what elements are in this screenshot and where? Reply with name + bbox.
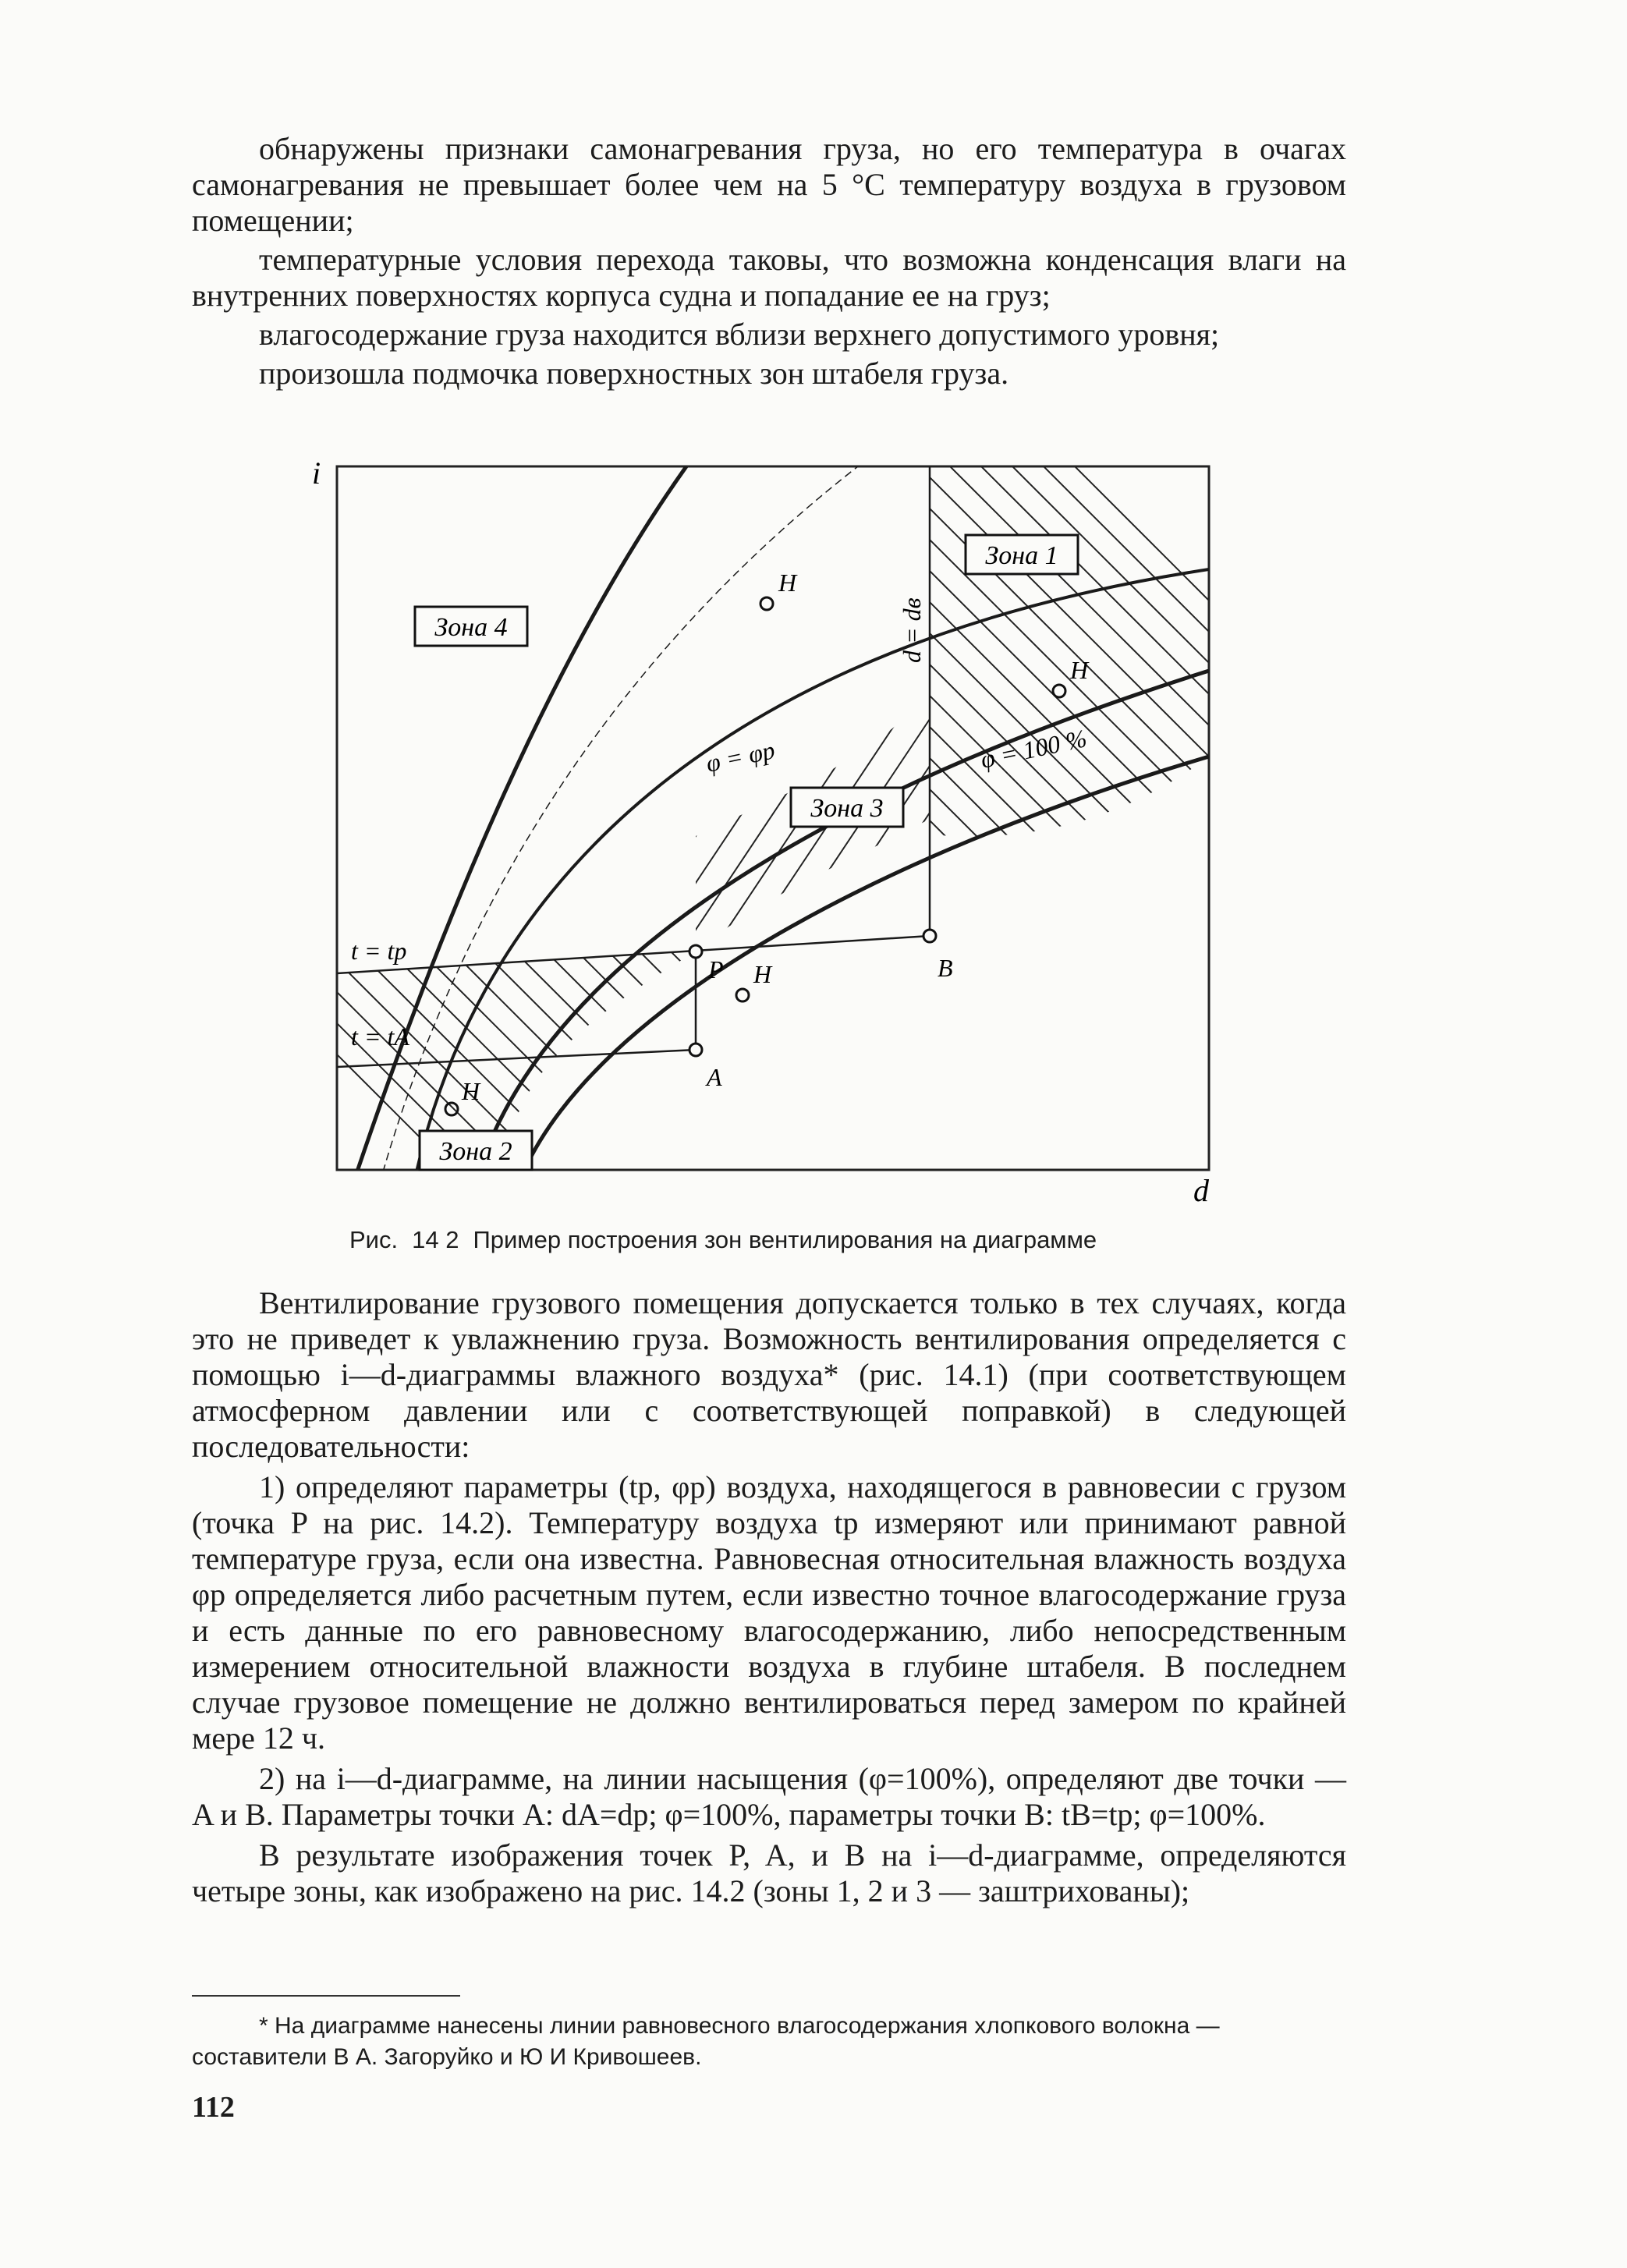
point-p-marker — [689, 945, 702, 958]
point-h-label: H — [1070, 656, 1089, 684]
paragraph-zones-result: В результате изображения точек P, A, и B на i—d-диаграмме, определяются четыре зоны, как изображено на рис. 14.2 (зоны 1, 2 и 3 — заштрихованы); — [192, 1837, 1346, 1908]
point-p-label: P — [708, 955, 724, 983]
point-b-label: B — [938, 954, 953, 982]
zone2-label: Зона 2 — [439, 1137, 512, 1166]
paragraph-moisture-level: влагосодержание груза находится вблизи верхнего допустимого уровня; — [259, 317, 1220, 352]
point-h-marker — [736, 989, 749, 1001]
figure-caption — [349, 1226, 1285, 1254]
point-b-marker — [923, 930, 936, 942]
hatch-zone-1 — [530, 452, 1264, 842]
line-t-ta — [337, 1050, 696, 1067]
axis-i-label: i — [312, 455, 321, 491]
page-number: 112 — [192, 2091, 235, 2124]
point-h-label: H — [462, 1077, 480, 1105]
point-h-marker — [1053, 685, 1065, 697]
point-h-marker — [445, 1103, 458, 1115]
point-h-label: H — [778, 569, 797, 597]
label-d-db: d = dв — [898, 597, 926, 663]
paragraph-condensation: температурные условия перехода таковы, что возможна конденсация влаги на внутренних поверхностях корпуса судна и попадание ее на груз; — [192, 242, 1346, 313]
paragraph-wetting: произошла подмочка поверхностных зон штабеля груза. — [259, 356, 1009, 391]
id-diagram — [296, 452, 1264, 1248]
zone1-label: Зона 1 — [985, 541, 1058, 570]
caption-text: Пример построения зон вентилирования на диаграмме — [473, 1226, 1097, 1253]
footnote-divider — [192, 1995, 460, 1997]
footnote: * На диаграмме нанесены линии равновесного влагосодержания хлопкового волокна — составители В А. Загоруйко и Ю И Кривошеев. — [192, 2013, 1220, 2070]
caption-prefix: Рис. — [349, 1226, 399, 1253]
label-t-ta: t = tА — [351, 1022, 409, 1051]
body-text — [192, 1285, 1346, 1914]
paragraph-overheating: обнаружены признаки самонагревания груза, но его температура в очагах самонагревания не превышает более чем на 5 °С температуру воздуха в грузовом помещении; — [192, 131, 1346, 238]
axis-d-label: d — [1193, 1173, 1209, 1208]
label-phi-100: φ = 100 % — [977, 723, 1090, 774]
top-text — [192, 131, 1346, 395]
paragraph-step-1: 1) определяют параметры (tр, φр) воздуха, находящегося в равновесии с грузом (точка P на рис. 14.2). Температуру воздуха tр измеряют или принимают равной температуре груза, если она известна. Равновесная относительная влажность воздуха φр определяется либо расчетным путем, если известно точное влагосодержание груза и есть данные по его равновесному влагосодержанию, либо непосредственным измерением относительной влажности воздуха в глубине штабеля. В последнем случае грузовое помещение не должно вентилироваться перед замером по крайней мере 12 ч. — [192, 1469, 1346, 1756]
curve-phi-p — [464, 671, 1209, 1232]
zone3-label: Зона 3 — [810, 794, 884, 823]
paragraph-ventilation-intro: Вентилирование грузового помещения допускается только в тех случаях, когда это не приведет к увлажнению груза. Возможность вентилирования определяется с помощью i—d-диаграммы влажного воздуха* (рис. 14.1) (при соответствующем атмосферном давлении или с соответствующей поправкой) в следующей последовательности: — [192, 1285, 1346, 1464]
label-phi-p: φ = φр — [703, 735, 778, 778]
point-h-label: H — [753, 960, 772, 988]
caption-number: 14 2 — [412, 1226, 459, 1253]
paragraph-step-2: 2) на i—d-диаграмме, на линии насыщения (φ=100%), определяют две точки — A и B. Параметры точки A: dA=dр; φ=100%, параметры точки B: tB=tр; φ=100%. — [192, 1761, 1346, 1832]
point-a-label: A — [707, 1063, 722, 1091]
line-t-tp — [337, 936, 930, 973]
zone4-label: Зона 4 — [434, 613, 508, 642]
id-diagram-figure — [296, 452, 1264, 1248]
curve-zone4-boundary — [337, 466, 686, 1232]
label-t-tp: t = tр — [351, 937, 407, 965]
point-h-marker — [760, 597, 773, 610]
point-a-marker — [689, 1044, 702, 1056]
